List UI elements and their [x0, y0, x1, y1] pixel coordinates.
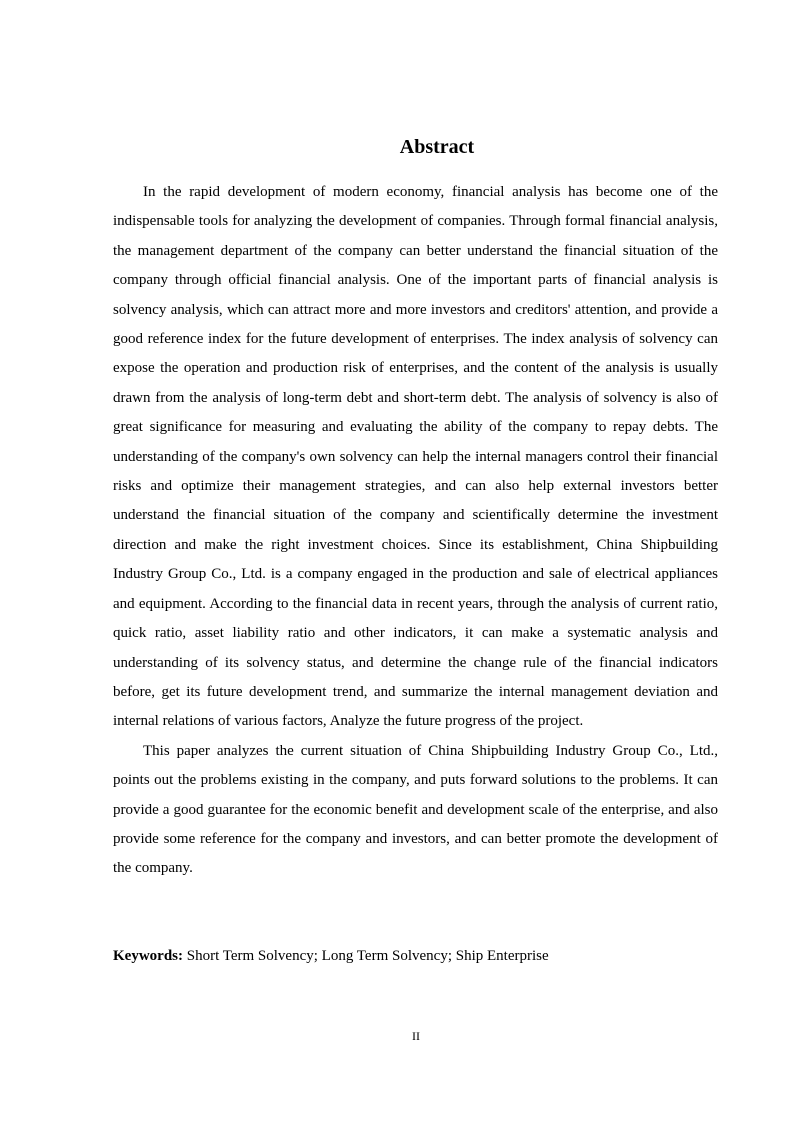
keywords-values: Short Term Solvency; Long Term Solvency; Ship Enterprise [186, 948, 549, 964]
abstract-paragraph: This paper analyzes the current situation of China Shipbuilding Industry Group Co., Ltd., points out the problems existing in the company, and puts forward solutions to the problems. It can provide a good guarantee for the economic benefit and development scale of the enterprise, and also provide some reference for the company and investors, and can better promote the development of the company. [113, 742, 718, 877]
keywords-line [113, 944, 718, 968]
keywords-label: Keywords: [113, 948, 183, 964]
abstract-title: Abstract [399, 136, 475, 158]
page-number: II [412, 1029, 420, 1043]
abstract-paragraph: In the rapid development of modern economy, financial analysis has become one of the indispensable tools for analyzing the development of companies. Through formal financial analysis, the management department of the company can better understand the financial situation of the company through official financial analysis. One of the important parts of financial analysis is solvency analysis, which can attract more and more investors and creditors' attention, and provide a good reference index for the future development of enterprises. The index analysis of solvency can expose the operation and production risk of enterprises, and the content of the analysis is usually drawn from the analysis of long-term debt and short-term debt. The analysis of solvency is also of great significance for measuring and evaluating the ability of the company to repay debts. The understanding of the company's own solvency can help the internal managers control their financial risks and optimize their management strategies, and can also help external investors better understand the financial situation of the company and scientifically determine the investment direction and make the right investment choices. Since its establishment, China Shipbuilding Industry Group Co., Ltd. is a company engaged in the production and sale of electrical appliances and equipment. According to the financial data in recent years, through the analysis of current ratio, quick ratio, asset liability ratio and other indicators, it can make a systematic analysis and understanding of its solvency status, and determine the change rule of the financial indicators before, get its future development trend, and summarize the internal management deviation and internal relations of various factors, Analyze the future progress of the project. [113, 184, 718, 730]
abstract-body [113, 178, 718, 884]
